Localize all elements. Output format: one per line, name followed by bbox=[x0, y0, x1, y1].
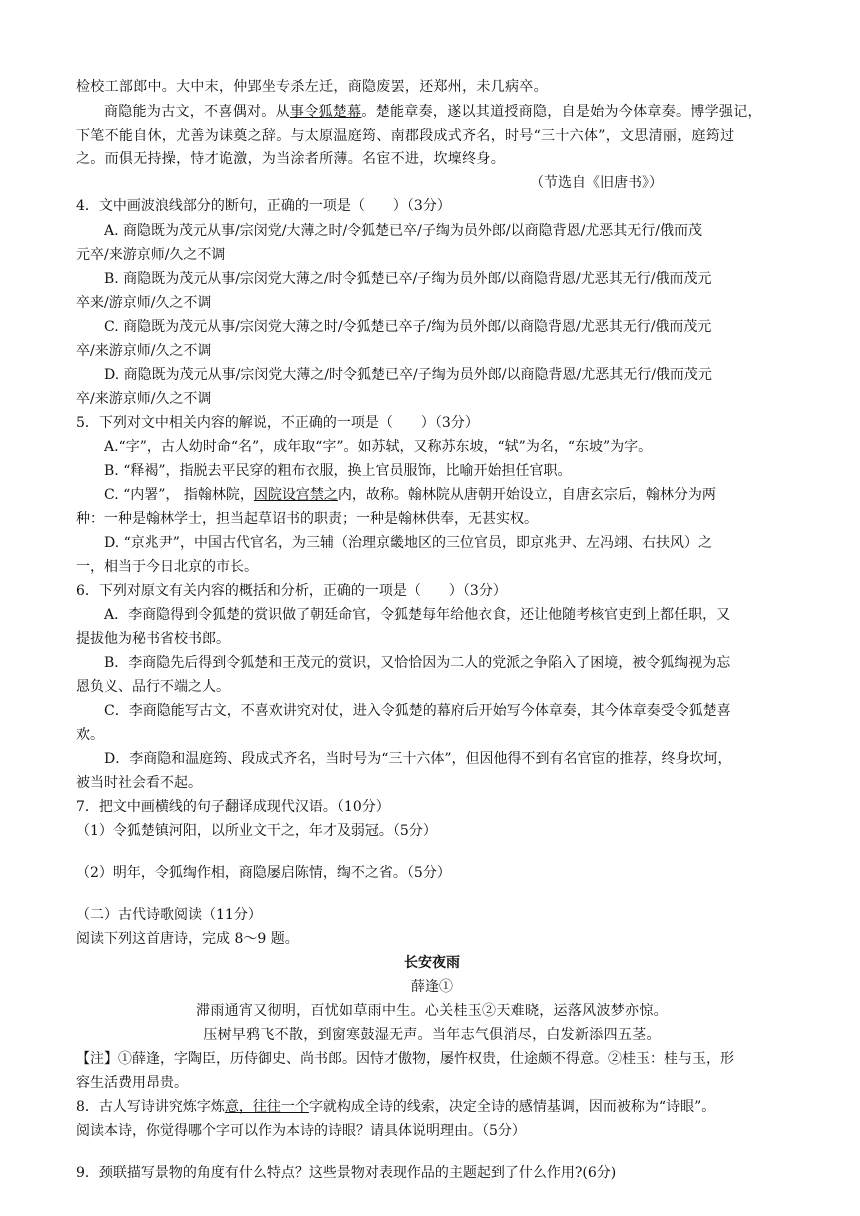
q4-option-c: C. 商隐既为茂元从事/宗闵党大薄之时/令狐楚已卒子/绹为员外郎/以商隐背恩/尤恶其无行/俄而茂元 bbox=[104, 319, 712, 335]
section-heading: （二）古代诗歌阅读（11分） bbox=[76, 907, 262, 923]
question-8-stem: 8．古人写诗讲究炼字炼意，往往一个字就构成全诗的线索，决定全诗的感情基调，因而被称为“诗眼”。 bbox=[76, 1099, 716, 1115]
poem-note-cont: 容生活费用昂贵。 bbox=[76, 1075, 188, 1091]
passage-line: 之。而俱无持操，恃才诡激，为当涂者所薄。名宦不进，坎壈终身。 bbox=[76, 151, 505, 167]
q6-option-c-cont: 欢。 bbox=[76, 727, 104, 743]
q6-option-a-cont: 提拔他为秘书省校书郎。 bbox=[76, 631, 230, 647]
q7-sentence-1: （1）令狐楚镇河阳，以所业文干之，年才及弱冠。（5分） bbox=[76, 823, 437, 839]
question-7-stem: 7．把文中画横线的句子翻译成现代汉语。（10分） bbox=[76, 799, 390, 815]
passage-source: （节选自《旧唐书》） bbox=[530, 175, 663, 191]
question-6-stem: 6．下列对原文有关内容的概括和分析，正确的一项是（ ）（3分） bbox=[76, 583, 507, 599]
q4-option-c-cont: 卒/来游京师/久之不调 bbox=[76, 343, 212, 359]
underlined-phrase: 事令狐楚幕 bbox=[289, 104, 362, 120]
q5-option-a: A.“字”，古人幼时命“名”，成年取“字”。如苏轼，又称苏东坡，“轼”为名，“东坡”为字。 bbox=[104, 439, 653, 455]
q6-option-b-cont: 恩负义、品行不端之人。 bbox=[76, 679, 230, 695]
question-9-stem: 9．颈联描写景物的角度有什么特点？这些景物对表现作品的主题起到了什么作用?(6分) bbox=[76, 1165, 617, 1181]
q6-option-c: C．李商隐能写古文，不喜欢讲究对仗，进入令狐楚的幕府后开始写今体章奏，其今体章奏受令狐楚喜 bbox=[104, 703, 731, 719]
q6-option-d-cont: 被当时社会看不起。 bbox=[76, 775, 202, 791]
q4-option-b: B. 商隐既为茂元从事/宗闵党大薄之/时令狐楚已卒/子绹为员外郎/以商隐背恩/尤恶其无行/俄而茂元 bbox=[104, 271, 712, 287]
underlined-phrase: 意，往往一个 bbox=[224, 1099, 309, 1115]
poem-title: 长安夜雨 bbox=[404, 955, 460, 971]
q6-option-a: A．李商隐得到令狐楚的赏识做了朝廷命官，令狐楚每年给他衣食，还让他随考核官吏到上都任职，又 bbox=[104, 607, 731, 623]
section-intro: 阅读下列这首唐诗，完成 8～9 题。 bbox=[76, 931, 299, 947]
q5-option-c: C. “内署”， 指翰林院，因院设宫禁之内，故称。翰林院从唐朝开始设立，自唐玄宗后，翰林分为两 bbox=[104, 487, 716, 503]
poem-line: 滞雨通宵又彻明，百忧如草雨中生。心关桂玉②天难晓，运落风波梦亦惊。 bbox=[196, 1003, 668, 1019]
q5-option-c-cont: 种：一种是翰林学士，担当起草诏书的职责；一种是翰林供奉，无甚实权。 bbox=[76, 511, 538, 527]
q6-option-d: D．李商隐和温庭筠、段成式齐名，当时号为“三十六体”，但因他得不到有名官宦的推荐，终身坎坷， bbox=[104, 751, 732, 767]
q7-sentence-2: （2）明年，令狐绹作相，商隐屡启陈情，绹不之省。（5分） bbox=[76, 865, 451, 881]
question-8-cont: 阅读本诗，你觉得哪个字可以作为本诗的诗眼？请具体说明理由。（5分） bbox=[76, 1123, 526, 1139]
poem-note: 【注】①薛逢，字陶臣，历侍御史、尚书郎。因恃才傲物，屡忤权贵，仕途颇不得意。②桂玉：桂与玉，形 bbox=[76, 1051, 734, 1067]
poem-author: 薛逢① bbox=[411, 979, 453, 995]
question-4-stem: 4．文中画波浪线部分的断句，正确的一项是（ ）（3分） bbox=[76, 198, 451, 214]
q6-option-b: B．李商隐先后得到令狐楚和王茂元的赏识，又恰恰因为二人的党派之争陷入了困境，被令狐绹视为忘 bbox=[104, 655, 731, 671]
passage-line: 检校工部郎中。大中末，仲郢坐专杀左迁，商隐废罢，还郑州，未几病卒。 bbox=[76, 79, 548, 95]
q4-option-a-cont: 元卒/来游京师/久之不调 bbox=[76, 247, 226, 263]
poem-line: 压树早鸦飞不散，到窗寒鼓湿无声。当年志气俱消尽，白发新添四五茎。 bbox=[203, 1027, 661, 1043]
question-5-stem: 5．下列对文中相关内容的解说，不正确的一项是（ ）（3分） bbox=[76, 415, 479, 431]
q5-option-b: B. “释褐”，指脱去平民穿的粗布衣服，换上官员服饰，比喻开始担任官职。 bbox=[104, 463, 572, 479]
q4-option-d-cont: 卒/来游京师/久之不调 bbox=[76, 391, 212, 407]
q4-option-a: A. 商隐既为茂元从事/宗闵党/大薄之时/令狐楚已卒/子绹为员外郎/以商隐背恩/尤恶其无行/俄而茂 bbox=[104, 223, 703, 239]
passage-line: 商隐能为古文，不喜偶对。从事令狐楚幕。楚能章奏，遂以其道授商隐，自是始为今体章奏。博学强记， bbox=[104, 104, 762, 120]
q5-option-d-cont: 一，相当于今日北京的市长。 bbox=[76, 559, 258, 575]
q4-option-b-cont: 卒来/游京师/久之不调 bbox=[76, 295, 212, 311]
underlined-phrase: 因院设宫禁之 bbox=[253, 487, 338, 503]
q5-option-d: D. “京兆尹”，中国古代官名，为三辅（治理京畿地区的三位官员，即京兆尹、左冯翊、右扶风）之 bbox=[104, 535, 712, 551]
passage-line: 下笔不能自休，尤善为诔奠之辞。与太原温庭筠、南郡段成式齐名，时号“三十六体”，文思清丽，庭筠过 bbox=[76, 128, 735, 144]
q4-option-d: D. 商隐既为茂元从事/宗闵党大薄之/时令狐楚已卒/子绹为员外郎/以商隐背恩/尤恶其无行/俄而茂元 bbox=[104, 367, 712, 383]
